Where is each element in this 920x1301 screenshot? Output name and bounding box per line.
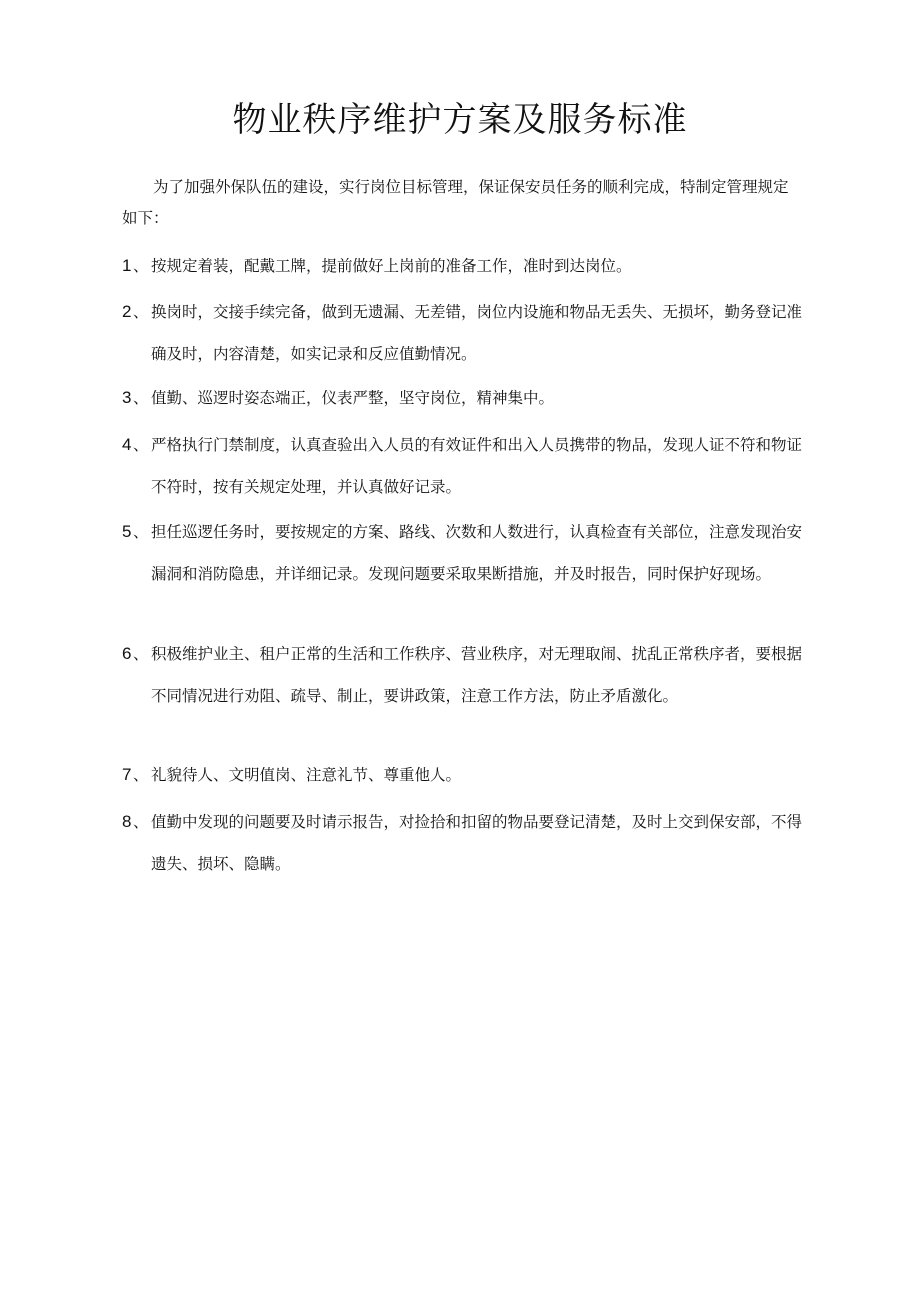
item-separator: 、 [133,645,149,663]
item-number: 5 [122,522,132,541]
item-number: 3 [122,388,132,407]
list-item [122,801,802,885]
item-separator: 、 [133,303,149,321]
item-text: 换岗时，交接手续完备，做到无遗漏、无差错，岗位内设施和物品无丢失、无损坏，勤务登记准确及时，内容清楚，如实记录和反应值勤情况。 [151,303,803,363]
item-separator: 、 [133,436,149,454]
intro-paragraph: 为了加强外保队伍的建设，实行岗位目标管理，保证保安员任务的顺利完成，特制定管理规定如下： [122,178,789,227]
item-separator: 、 [133,766,149,784]
item-number: 8 [122,812,132,831]
list-item [122,754,802,796]
item-number: 2 [122,302,132,321]
item-separator: 、 [133,389,149,407]
item-separator: 、 [133,257,149,275]
list-item [122,633,802,717]
document-title: 物业秩序维护方案及服务标准 [232,100,688,140]
list-item [122,245,802,287]
item-text: 担任巡逻任务时，要按规定的方案、路线、次数和人数进行，认真检查有关部位，注意发现治安漏洞和消防隐患，并详细记录。发现问题要采取果断措施，并及时报告，同时保护好现场。 [151,523,803,583]
item-number: 7 [122,765,132,784]
item-text: 礼貌待人、文明值岗、注意礼节、尊重他人。 [151,766,462,784]
item-text: 积极维护业主、租户正常的生活和工作秩序、营业秩序，对无理取闹、扰乱正常秩序者，要根据不同情况进行劝阻、疏导、制止，要讲政策，注意工作方法，防止矛盾激化。 [151,645,803,705]
item-text: 值勤中发现的问题要及时请示报告，对捡拾和扣留的物品要登记清楚，及时上交到保安部，不得遗失、损坏、隐瞒。 [151,813,803,873]
item-text: 严格执行门禁制度，认真查验出入人员的有效证件和出入人员携带的物品，发现人证不符和物证不符时，按有关规定处理，并认真做好记录。 [151,436,803,496]
list-item [122,424,802,508]
item-separator: 、 [133,813,149,831]
item-separator: 、 [133,523,149,541]
item-text: 值勤、巡逻时姿态端正，仪表严整，坚守岗位，精神集中。 [151,389,555,407]
item-text: 按规定着装，配戴工牌，提前做好上岗前的准备工作，准时到达岗位。 [151,257,632,275]
list-item [122,291,802,375]
item-number: 1 [122,256,132,275]
list-item [122,377,802,419]
item-number: 4 [122,435,132,454]
item-number: 6 [122,644,132,663]
list-item [122,511,802,595]
